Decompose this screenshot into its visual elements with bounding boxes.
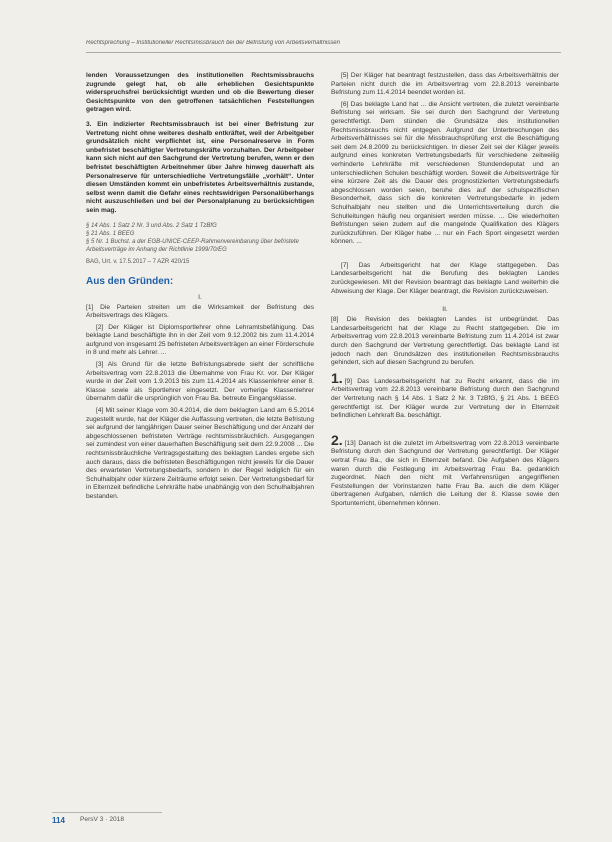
leitsatz-3: 3. Ein indizierter Rechtsmissbrauch ist bei einer Befristung zur Vertretung nicht ohne weiteres deshalb entkräftet, weil der Arbeitgeber grundsätzlich nicht verpflichtet ist, eine Personalreserve in Form unbefristet beschäftigter Vertretungskräfte vorzuhalten. Der Arbeitgeber kann sich nicht auf den Sachgrund der Vertretung berufen, wenn er den befristet beschäftigten Arbeitnehmer über Jahre hinweg dauerhaft als Personalreserve für unterschiedliche Vertretungsfälle „vorhält“. Unter diesen Umständen kommt ein unbefristetes Arbeitsverhältnis zustande, selbst wenn damit die Gefahr eines rechtswidrigen Personalüberhangs nicht auszuschließen und bei der Personalplanung zu berücksichtigen sein mag. [86,120,314,214]
paragraph: [2] Der Kläger ist Diplomsportlehrer ohne Lehramtsbefähigung. Das beklagte Land beschäftigte ihn in der Zeit vom 9.12.2002 bis zum 11.4.2014 aufgrund von insgesamt 25 befristeten Arbeitsverträgen an einer Förderschule in 8 und mehr als Lehrer. ... [86,323,314,357]
header-rule [86,52,561,53]
leitsatz-intro: lenden Voraussetzungen des institutionellen Rechtsmissbrauchs zugrunde gelegt hat, ob alle erheblichen Gesichtspunkte widerspruchsfrei berücksichtigt wurden und ob die Bewertung dieser Gesichtspunkte von den getroffenen tatsächlichen Feststellungen getragen wird. [86,72,314,114]
paragraph: [4] Mit seiner Klage vom 30.4.2014, die dem beklagten Land am 6.5.2014 zugestellt wurde, hat der Kläger die Auffassung vertreten, die letzte Befristung sei aufgrund der langjährigen Dauer seiner Beschäftigung und der Anzahl der abgeschlossenen befristeten Verträge rechtsmissbräuchlich. Ausgegangen sei zumindest von einer dauerhaften Beschäftigung seit dem 22.9.2008 ... Die rechtsmissbräuchliche Vertragsgestaltung des beklagten Landes ergebe sich auch daraus, dass die befristeten Beschäftigungen nicht jeweils für die Dauer des erwarteten Vertretungsbedarfs, sondern in der Regel lediglich für ein Schulhalbjahr oder kürzere Zeiträume erfolgt seien. Der Vertretungsbedarf für in Elternzeit befindliche Lehrkräfte habe unabhängig von den Schulhalbjahren bestanden. [86,407,314,500]
paragraph: [1] Die Parteien streiten um die Wirksamkeit der Befristung des Arbeitsvertrags des Klägers. [86,303,314,320]
right-column [331,72,559,512]
page-number: 114 [52,816,65,825]
paragraph: [5] Der Kläger hat beantragt festzustellen, dass das Arbeitsverhältnis der Parteien nicht durch die im Arbeitsvertrag vom 22.8.2013 vereinbarte Befristung zum 11.4.2014 beendet worden ist. [331,72,559,97]
paragraph: [6] Das beklagte Land hat ... die Ansicht vertreten, die zuletzt vereinbarte Befristung sei wirksam. Sie sei durch den Sachgrund der Vertretung gerechtfertigt. Dem stünden die Grundsätze des institutionellen Rechtsmissbrauchs nicht entgegen. Aufgrund der Unterbrechungen des Arbeitsverhältnisses sei für die Missbrauchsprüfung erst die Beschäftigung seit dem 24.8.2009 zu berücksichtigen. In dieser Zeit sei der Kläger jeweils aufgrund eines konkreten Vertretungsbedarfs für verschiedene zeitweilig verhinderte Lehrkräfte mit verschiedenen Stundendeputat und an unterschiedlichen Schulen beschäftigt worden. Soweit die Arbeitsverträge für eine kürzere Zeit als die Dauer des prognostizierten Vertretungsbedarfs abgeschlossen worden seien, beruhe dies auf der schulspezifischen Besonderheit, dass sich die konkreten Vertretungsbedarfe in jedem Schulhalbjahr neu stellten und die Unterrichtsverteilung durch die Schulleitungen häufig neu organisiert werden müsse. ... Die wiederholten Befristungen seien zudem auf die mangelnde Qualifikation des Klägers zurückzuführen. Der Kläger habe ... nur ein Fach Sport eingesetzt werden können. ... [331,100,559,246]
running-header: Rechtsprechung – Institutioneller Rechtsmissbrauch bei der Befristung von Arbeitsverhältnissen [86,40,340,46]
paragraph: [3] Als Grund für die letzte Befristungsabrede sieht der schriftliche Arbeitsvertrag vom 22.8.2013 die Übernahme von Frau Kr. vor. Der Kläger wurde in der Zeit vom 1.9.2013 bis zum 11.4.2014 als Klassenlehrer einer 8. Klasse sowie als Sportlehrer eingesetzt. Der vorherige Klassenlehrer übernahm dafür die ursprünglich von Frau Ba. betreute Eingangsklasse. [86,361,314,403]
spacer [331,424,559,436]
spacer [331,250,559,262]
numbered-paragraph [331,431,559,509]
norm-item: § 5 Nr. 1 Buchst. a der EGB-UNICE-CEEP-Rahmenvereinbarung über befristete Arbeitsverträge im Anhang der Richtlinie 1999/70/EG [86,238,299,253]
section-title: Aus den Gründen: [86,275,174,287]
left-column [86,72,314,505]
paragraph-text: [9] Das Landesarbeitsgericht hat zu Recht erkannt, dass die im Arbeitsvertrag vom 22.8.2013 vereinbarte Befristung durch den Sachgrund der Vertretung nach § 14 Abs. 1 Satz 2 Nr. 3 TzBfG, § 21 Abs. 1 BEEG gerechtfertigt ist. Der Kläger wurde zur Vertretung der in Elternzeit befindlichen Lehrkraft Ba. beschäftigt. [331,377,559,420]
roman-numeral: I. [198,293,202,301]
paragraph: [7] Das Arbeitsgericht hat der Klage stattgegeben. Das Landesarbeitsgericht hat die Berufung des beklagten Landes zurückgewiesen. Mit der Revision beantragt das beklagte Land weiterhin die Abweisung der Klage. Der Kläger beantragt, die Revision zurückzuweisen. [331,261,559,295]
norm-item: § 21 Abs. 1 BEEG [86,230,135,237]
journal-source: PersV 3 · 2018 [80,816,124,823]
decision-reference: BAG, Urt. v. 17.5.2017 – 7 AZR 420/15 [86,258,190,265]
norm-item: § 14 Abs. 1 Satz 2 Nr. 3 und Abs. 2 Satz 1 TzBfG [86,222,217,229]
paragraph-number: 1. [331,369,343,386]
paragraph-text: [13] Danach ist die zuletzt im Arbeitsvertrag vom 22.8.2013 vereinbarte Befristung durch den Sachgrund der Vertretung gerechtfertigt. Der Kläger vertrat Frau Ba., die sich in Elternzeit befand. Die Aufgaben des Klägers waren durch die Festlegung im Arbeitsvertrag Frau Ba. gedanklich zugeordnet. Nach den nicht mit Verfahrensrügen angegriffenen Feststellungen der Vorinstanzen hatte Frau Ba. auch die dem Kläger übertragenen Aufgaben, nämlich die Leitung der 8. Klasse sowie den Sportunterricht, übernehmen können. [331,439,559,507]
roman-numeral: II. [442,306,448,314]
numbered-paragraph [331,369,559,421]
paragraph-number: 2. [331,431,343,448]
footer-rule [52,812,162,813]
norm-list [86,222,314,254]
paragraph: [8] Die Revision des beklagten Landes ist unbegründet. Das Landesarbeitsgericht hat der Klage zu Recht stattgegeben. Die im Arbeitsvertrag vom 22.8.2013 vereinbarte Befristung zum 11.4.2014 ist zwar durch den Sachgrund der Vertretung gerechtfertigt. Das beklagte Land ist jedoch nach den Grundsätzen des institutionellen Rechtsmissbrauchs gehindert, sich auf diesen Sachgrund zu berufen. [331,316,559,367]
